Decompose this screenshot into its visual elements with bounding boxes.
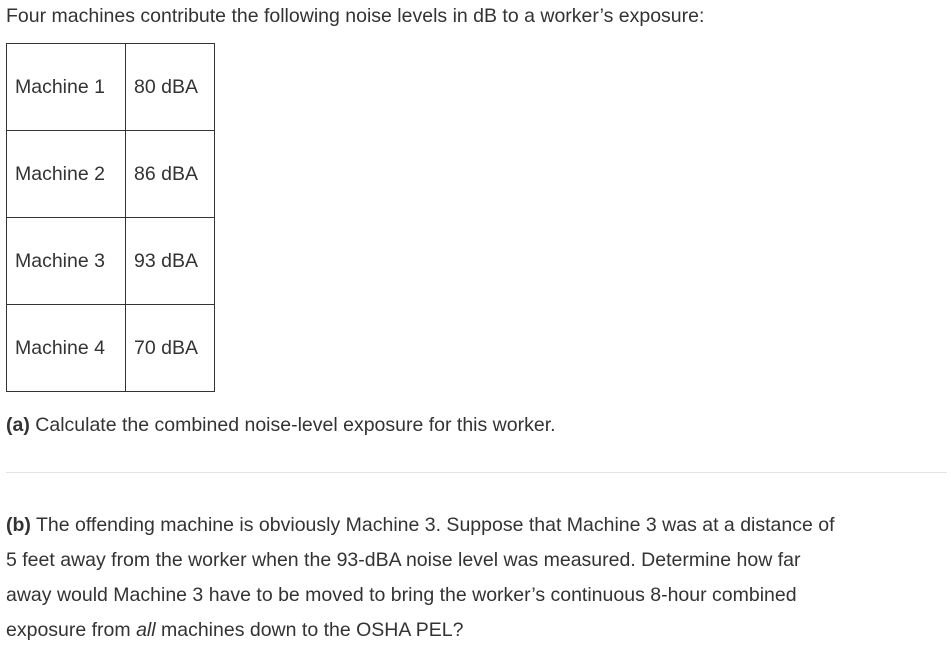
table-row — [7, 44, 215, 131]
question-b-line-4-post: machines down to the OSHA PEL? — [155, 619, 464, 641]
noise-level-cell: 86 dBA — [126, 131, 215, 218]
question-a-text: Calculate the combined noise-level exposure for this worker. — [29, 414, 556, 436]
question-a — [6, 413, 556, 437]
problem-intro: Four machines contribute the following noise levels in dB to a worker’s exposure: — [6, 5, 705, 27]
question-b-line-2: 5 feet away from the worker when the 93-dBA noise level was measured. Determine how far — [6, 549, 801, 571]
question-b-emphasis: all — [136, 619, 156, 641]
question-b-line-3: away would Machine 3 have to be moved to bring the worker’s continuous 8-hour combined — [6, 584, 797, 606]
table-row — [7, 131, 215, 218]
noise-level-cell: 93 dBA — [126, 218, 215, 305]
noise-level-table — [6, 43, 215, 392]
table-row — [7, 218, 215, 305]
machine-name-cell: Machine 3 — [7, 218, 126, 305]
question-a-label: (a) — [6, 414, 30, 436]
machine-name-cell: Machine 4 — [7, 305, 126, 392]
question-b-line-1-text: The offending machine is obviously Machine 3. Suppose that Machine 3 was at a distance of — [30, 514, 835, 536]
question-b-line-4-pre: exposure from — [6, 619, 137, 641]
table-row — [7, 305, 215, 392]
machine-name-cell: Machine 1 — [7, 44, 126, 131]
noise-level-cell: 70 dBA — [126, 305, 215, 392]
question-b-label: (b) — [6, 514, 31, 536]
question-b-line-4 — [6, 613, 946, 648]
noise-level-cell: 80 dBA — [126, 44, 215, 131]
question-b — [6, 508, 946, 648]
machine-name-cell: Machine 2 — [7, 131, 126, 218]
section-divider — [6, 472, 947, 473]
question-b-line-1 — [6, 508, 946, 543]
